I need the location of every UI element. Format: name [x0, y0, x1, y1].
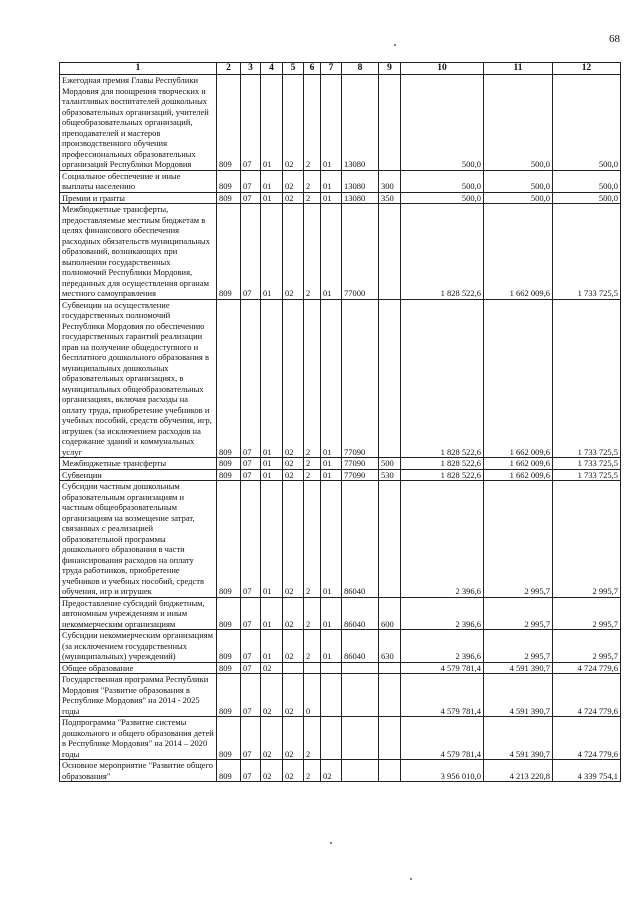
table-row — [60, 299, 621, 458]
row-code-5: 02 — [283, 717, 304, 760]
row-code-3: 07 — [241, 717, 261, 760]
row-code-3: 07 — [241, 170, 261, 192]
row-code-9 — [379, 299, 401, 458]
row-value-12: 1 733 725,5 — [553, 204, 621, 300]
row-code-4: 01 — [261, 192, 283, 204]
row-code-3: 07 — [241, 481, 261, 598]
row-code-6: 2 — [304, 458, 321, 470]
row-code-9 — [379, 481, 401, 598]
row-name: Субвенции — [60, 469, 217, 481]
row-code-2: 809 — [217, 674, 241, 717]
row-code-7 — [321, 674, 342, 717]
row-code-3: 07 — [241, 204, 261, 300]
row-code-6: 2 — [304, 192, 321, 204]
scan-speck — [330, 842, 332, 844]
header-col-10: 10 — [401, 63, 484, 75]
row-code-7 — [321, 662, 342, 674]
row-code-7: 01 — [321, 630, 342, 663]
table-row — [60, 760, 621, 782]
header-col-6: 6 — [304, 63, 321, 75]
row-code-7: 01 — [321, 170, 342, 192]
row-code-6: 2 — [304, 469, 321, 481]
row-code-8: 77090 — [342, 469, 379, 481]
row-code-5: 02 — [283, 630, 304, 663]
header-col-5: 5 — [283, 63, 304, 75]
row-name: Премии и гранты — [60, 192, 217, 204]
header-col-2: 2 — [217, 63, 241, 75]
scan-speck — [410, 878, 412, 880]
row-code-3: 07 — [241, 760, 261, 782]
row-code-6: 2 — [304, 597, 321, 630]
row-code-2: 809 — [217, 760, 241, 782]
row-code-9: 300 — [379, 170, 401, 192]
table-row — [60, 630, 621, 663]
row-code-3: 07 — [241, 75, 261, 171]
row-code-2: 809 — [217, 170, 241, 192]
row-code-8 — [342, 674, 379, 717]
table-row — [60, 170, 621, 192]
row-code-4: 02 — [261, 674, 283, 717]
row-value-12: 4 724 779,6 — [553, 717, 621, 760]
header-col-9: 9 — [379, 63, 401, 75]
row-value-10: 1 828 522,6 — [401, 458, 484, 470]
row-value-11: 1 662 009,6 — [484, 204, 553, 300]
row-value-10: 4 579 781,4 — [401, 717, 484, 760]
row-code-5: 02 — [283, 481, 304, 598]
row-code-7: 01 — [321, 299, 342, 458]
row-code-8 — [342, 662, 379, 674]
row-code-8 — [342, 760, 379, 782]
row-value-10: 4 579 781,4 — [401, 662, 484, 674]
row-code-2: 809 — [217, 75, 241, 171]
row-value-12: 500,0 — [553, 192, 621, 204]
row-code-5: 02 — [283, 760, 304, 782]
header-col-1: 1 — [60, 63, 217, 75]
row-value-11: 1 662 009,6 — [484, 458, 553, 470]
table-row — [60, 192, 621, 204]
row-code-3: 07 — [241, 674, 261, 717]
row-value-10: 2 396,6 — [401, 481, 484, 598]
row-code-7: 01 — [321, 458, 342, 470]
row-code-9 — [379, 717, 401, 760]
row-value-11: 4 591 390,7 — [484, 674, 553, 717]
row-code-9 — [379, 204, 401, 300]
row-code-5: 02 — [283, 192, 304, 204]
row-name: Подпрограмма "Развитие системы дошкольного и общего образования детей в Республике Мордовия" на 2014 – 2020 годы — [60, 717, 217, 760]
row-code-2: 809 — [217, 458, 241, 470]
table-row — [60, 481, 621, 598]
row-code-7: 01 — [321, 204, 342, 300]
row-code-9 — [379, 674, 401, 717]
row-code-9 — [379, 760, 401, 782]
row-code-5: 02 — [283, 170, 304, 192]
row-code-3: 07 — [241, 469, 261, 481]
row-value-12: 500,0 — [553, 75, 621, 171]
row-code-2: 809 — [217, 662, 241, 674]
row-code-2: 809 — [217, 481, 241, 598]
row-value-12: 4 339 754,1 — [553, 760, 621, 782]
row-code-2: 809 — [217, 630, 241, 663]
row-value-12: 2 995,7 — [553, 481, 621, 598]
table-row — [60, 717, 621, 760]
row-value-11: 1 662 009,6 — [484, 469, 553, 481]
row-code-4: 02 — [261, 662, 283, 674]
row-code-2: 809 — [217, 469, 241, 481]
row-code-7 — [321, 717, 342, 760]
row-code-3: 07 — [241, 662, 261, 674]
row-value-11: 500,0 — [484, 170, 553, 192]
row-value-11: 4 213 220,8 — [484, 760, 553, 782]
row-code-7: 01 — [321, 75, 342, 171]
row-code-3: 07 — [241, 597, 261, 630]
row-code-9: 500 — [379, 458, 401, 470]
row-code-2: 809 — [217, 299, 241, 458]
table-header-row — [60, 63, 621, 75]
row-value-11: 2 995,7 — [484, 481, 553, 598]
row-code-4: 01 — [261, 204, 283, 300]
row-name: Субвенции на осуществление государственных полномочий Республики Мордовия по обеспечению государственных гарантий реализации прав на получение общедоступного и бесплатного дошкольного образования в муниципальных дошкольных образовательных организациях, в муниципальных общеобразовательных организациях, включая расходы на оплату труда, приобретение учебников и учебных пособий, средств обучения, игр, игрушек (за исключением расходов на содержание зданий и коммунальных услуг — [60, 299, 217, 458]
row-code-5: 02 — [283, 674, 304, 717]
row-code-3: 07 — [241, 192, 261, 204]
row-code-9 — [379, 75, 401, 171]
row-code-6: 2 — [304, 717, 321, 760]
row-code-2: 809 — [217, 597, 241, 630]
row-value-12: 1 733 725,5 — [553, 299, 621, 458]
row-code-7: 02 — [321, 760, 342, 782]
row-code-9: 630 — [379, 630, 401, 663]
row-code-2: 809 — [217, 717, 241, 760]
row-code-8: 86040 — [342, 630, 379, 663]
table-row — [60, 469, 621, 481]
row-value-11: 4 591 390,7 — [484, 717, 553, 760]
row-code-3: 07 — [241, 299, 261, 458]
row-name: Межбюджетные трансферты, предоставляемые местным бюджетам в целях финансового обеспечения расходных обязательств муниципальных образований, возникающих при выполнении государственных полномочий Республики Мордовия, переданных для осуществления органам местного самоуправления — [60, 204, 217, 300]
row-code-7: 01 — [321, 469, 342, 481]
row-code-8: 13080 — [342, 170, 379, 192]
row-value-10: 2 396,6 — [401, 597, 484, 630]
row-name: Субсидии частным дошкольным образовательным организациям и частным общеобразовательным организациям на возмещение затрат, связанных с реализацией образовательной программы дошкольного образования в части финансирования расходов на оплату труда работников, приобретение учебников и учебных пособий, средств обучения, игр и игрушек — [60, 481, 217, 598]
row-code-4: 01 — [261, 75, 283, 171]
row-code-3: 07 — [241, 458, 261, 470]
row-value-12: 500,0 — [553, 170, 621, 192]
row-code-8: 77090 — [342, 299, 379, 458]
row-code-4: 01 — [261, 458, 283, 470]
header-col-3: 3 — [241, 63, 261, 75]
row-code-5: 02 — [283, 299, 304, 458]
row-code-6: 2 — [304, 75, 321, 171]
row-code-4: 01 — [261, 481, 283, 598]
row-name: Социальное обеспечение и иные выплаты населению — [60, 170, 217, 192]
row-value-12: 1 733 725,5 — [553, 458, 621, 470]
budget-table — [59, 62, 621, 782]
row-value-12: 2 995,7 — [553, 597, 621, 630]
row-code-9: 350 — [379, 192, 401, 204]
row-code-4: 02 — [261, 760, 283, 782]
row-name: Ежегодная премия Главы Республики Мордовия для поощрения творческих и талантливых воспитателей дошкольных образовательных организаций, учителей общеобразовательных организаций, преподавателей и мастеров производственного обучения профессиональных образовательных организаций Республики Мордовия — [60, 75, 217, 171]
row-name: Субсидии некоммерческим организациям (за исключением государственных (муниципальных) учреждений) — [60, 630, 217, 663]
row-value-12: 4 724 779,6 — [553, 674, 621, 717]
row-code-5: 02 — [283, 75, 304, 171]
row-name: Основное мероприятие "Развитие общего образования" — [60, 760, 217, 782]
row-code-6: 2 — [304, 204, 321, 300]
row-code-6: 2 — [304, 760, 321, 782]
row-code-4: 01 — [261, 299, 283, 458]
row-value-11: 4 591 390,7 — [484, 662, 553, 674]
row-name: Межбюджетные трансферты — [60, 458, 217, 470]
row-value-10: 1 828 522,6 — [401, 299, 484, 458]
row-value-11: 2 995,7 — [484, 597, 553, 630]
page-number: 68 — [609, 33, 620, 45]
table-row — [60, 75, 621, 171]
row-code-8: 86040 — [342, 481, 379, 598]
row-value-10: 500,0 — [401, 75, 484, 171]
row-code-9: 530 — [379, 469, 401, 481]
row-code-6: 2 — [304, 481, 321, 598]
row-value-12: 4 724 779,6 — [553, 662, 621, 674]
row-value-10: 4 579 781,4 — [401, 674, 484, 717]
row-code-6: 2 — [304, 630, 321, 663]
table-row — [60, 204, 621, 300]
row-code-6 — [304, 662, 321, 674]
row-code-5: 02 — [283, 597, 304, 630]
row-code-7: 01 — [321, 481, 342, 598]
scan-speck — [394, 44, 396, 46]
row-code-7: 01 — [321, 192, 342, 204]
row-code-2: 809 — [217, 192, 241, 204]
row-value-10: 3 956 010,0 — [401, 760, 484, 782]
row-code-6: 2 — [304, 299, 321, 458]
row-value-12: 1 733 725,5 — [553, 469, 621, 481]
header-col-4: 4 — [261, 63, 283, 75]
table-row — [60, 597, 621, 630]
table-body — [60, 75, 621, 782]
row-code-6: 0 — [304, 674, 321, 717]
row-name: Общее образование — [60, 662, 217, 674]
row-code-6: 2 — [304, 170, 321, 192]
row-name: Государственная программа Республики Мордовия "Развитие образования в Республике Мордовия" на 2014 - 2025 годы — [60, 674, 217, 717]
row-code-3: 07 — [241, 630, 261, 663]
row-value-11: 500,0 — [484, 192, 553, 204]
row-value-11: 1 662 009,6 — [484, 299, 553, 458]
row-code-5: 02 — [283, 469, 304, 481]
header-col-11: 11 — [484, 63, 553, 75]
table-row — [60, 458, 621, 470]
row-name: Предоставление субсидий бюджетным, автономным учреждениям и иным некоммерческим организациям — [60, 597, 217, 630]
table-row — [60, 674, 621, 717]
row-code-7: 01 — [321, 597, 342, 630]
row-code-8 — [342, 717, 379, 760]
header-col-12: 12 — [553, 63, 621, 75]
row-code-9: 600 — [379, 597, 401, 630]
row-code-8: 77000 — [342, 204, 379, 300]
row-code-5 — [283, 662, 304, 674]
header-col-7: 7 — [321, 63, 342, 75]
row-code-8: 13080 — [342, 192, 379, 204]
header-col-8: 8 — [342, 63, 379, 75]
row-value-12: 2 995,7 — [553, 630, 621, 663]
row-code-8: 77090 — [342, 458, 379, 470]
row-value-11: 500,0 — [484, 75, 553, 171]
row-code-8: 13080 — [342, 75, 379, 171]
row-value-10: 1 828 522,6 — [401, 469, 484, 481]
row-code-4: 02 — [261, 717, 283, 760]
table-row — [60, 662, 621, 674]
row-code-4: 01 — [261, 170, 283, 192]
row-code-4: 01 — [261, 469, 283, 481]
row-value-10: 1 828 522,6 — [401, 204, 484, 300]
row-code-4: 01 — [261, 597, 283, 630]
row-code-5: 02 — [283, 204, 304, 300]
row-code-8: 86040 — [342, 597, 379, 630]
row-value-10: 500,0 — [401, 192, 484, 204]
row-code-9 — [379, 662, 401, 674]
row-code-2: 809 — [217, 204, 241, 300]
row-value-10: 2 396,6 — [401, 630, 484, 663]
row-code-5: 02 — [283, 458, 304, 470]
row-value-10: 500,0 — [401, 170, 484, 192]
row-code-4: 01 — [261, 630, 283, 663]
row-value-11: 2 995,7 — [484, 630, 553, 663]
